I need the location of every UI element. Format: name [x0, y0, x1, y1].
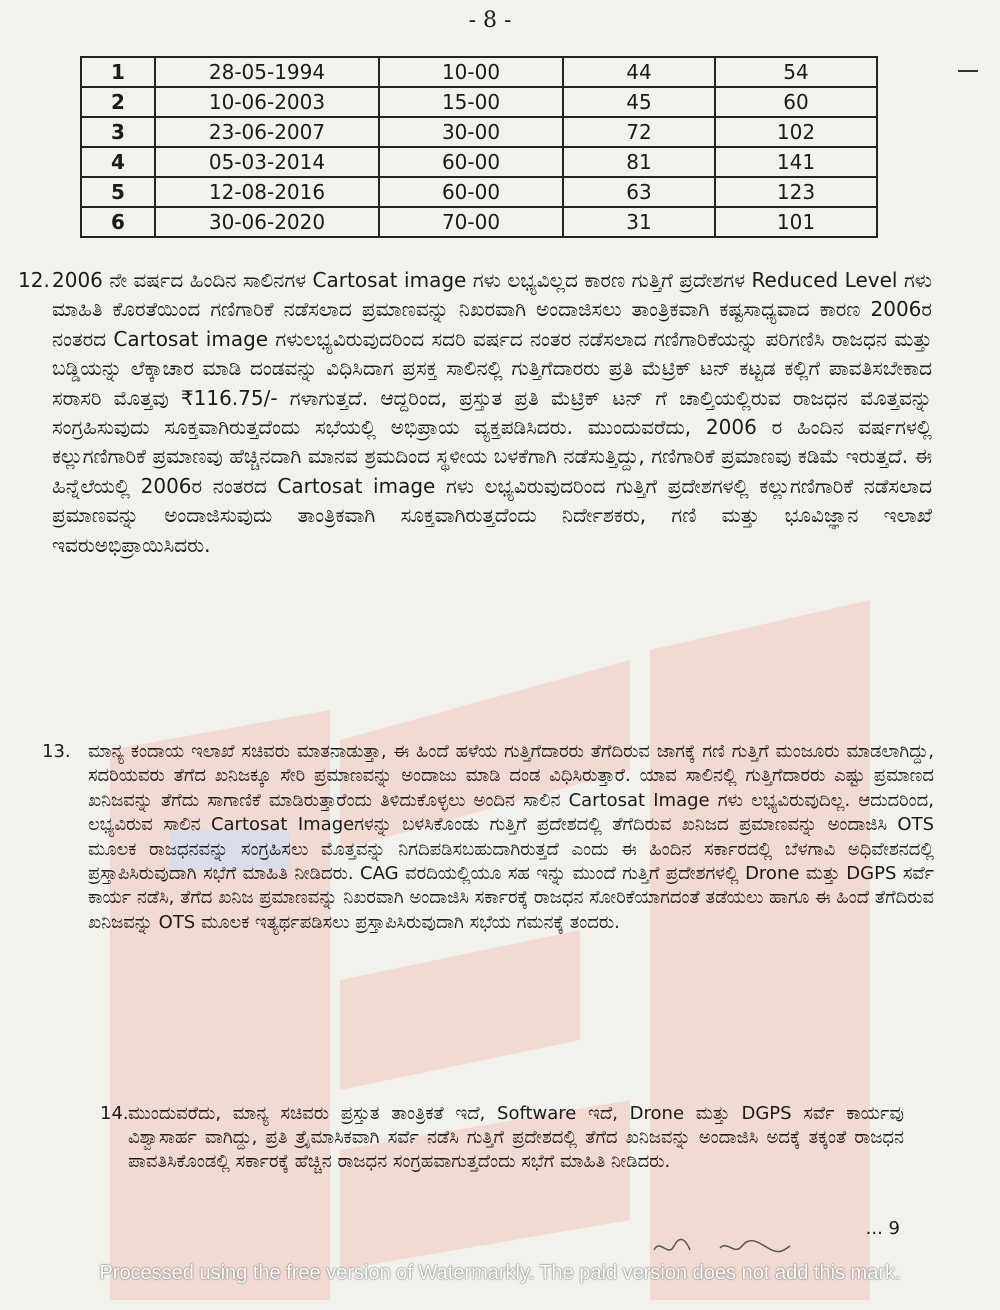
table-cell: 30-00 [379, 117, 563, 147]
next-page-marker: ... 9 [865, 1218, 900, 1239]
table-row [81, 147, 877, 177]
watermark-logo-shape [110, 600, 870, 1300]
table-cell: 3 [81, 117, 155, 147]
table-cell: 123 [715, 177, 877, 207]
table-cell: 102 [715, 117, 877, 147]
table-cell: 70-00 [379, 207, 563, 237]
table-cell: 23-06-2007 [155, 117, 379, 147]
table-row [81, 177, 877, 207]
table-cell: 05-03-2014 [155, 147, 379, 177]
table-cell: 44 [563, 57, 715, 87]
table-row [81, 207, 877, 237]
table-cell: 54 [715, 57, 877, 87]
table-cell: 60-00 [379, 177, 563, 207]
table-cell: 60-00 [379, 147, 563, 177]
table-cell: 31 [563, 207, 715, 237]
margin-mark [958, 70, 978, 72]
table-cell: 28-05-1994 [155, 57, 379, 87]
table-cell: 5 [81, 177, 155, 207]
table-cell: 2 [81, 87, 155, 117]
paragraph-number: 14. [100, 1103, 129, 1124]
paragraph-text: ಮಾನ್ಯ ಕಂದಾಯ ಇಲಾಖೆ ಸಚಿವರು ಮಾತನಾಡುತ್ತಾ, ಈ ಹಿಂದೆ ಹಳೆಯ ಗುತ್ತಿಗೆದಾರರು ತೆಗೆದಿರುವ ಜಾಗಕ್ಕೆ ಗಣಿ ಗುತ್ತಿಗೆ ಮಂಜೂರು ಮಾಡಲಾಗಿದ್ದು, ಸದರಿಯವರು ತೆಗೆದ ಖನಿಜಕ್ಕೂ ಸೇರಿ ಪ್ರಮಾಣವನ್ನು ಅಂದಾಜು ಮಾಡಿ ದಂಡ ವಿಧಿಸಿರುತ್ತಾರೆ. ಯಾವ ಸಾಲಿನಲ್ಲಿ ಗುತ್ತಿಗೆದಾರರು ಎಷ್ಟು ಪ್ರಮಾಣದ ಖನಿಜವನ್ನು ತೆಗೆದು ಸಾಗಾಣಿಕೆ ಮಾಡಿರುತ್ತಾರೆಂದು ತಿಳಿದುಕೊಳ್ಳಲು ಅಂದಿನ ಸಾಲಿನ Cartosat Image ಗಳು ಲಭ್ಯವಿರುವುದಿಲ್ಲ. ಆದುದರಿಂದ, ಲಭ್ಯವಿರುವ ಸಾಲಿನ Cartosat Imageಗಳನ್ನು ಬಳಸಿಕೊಂಡು ಗುತ್ತಿಗೆ ಪ್ರದೇಶದಲ್ಲಿ ತೆಗೆದಿರುವ ಖನಿಜದ ಪ್ರಮಾಣವನ್ನು ಅಂದಾಜಿಸಿ OTS ಮೂಲಕ ರಾಜಧನವನ್ನು ಸಂಗ್ರಹಿಸಲು ಮೊತ್ತವನ್ನು ನಿಗದಿಪಡಿಸಬಹುದಾಗಿರುತ್ತದೆ ಎಂದು ಈ ಹಿಂದಿನ ಸರ್ಕಾರದಲ್ಲಿ ಬೆಳಗಾವಿ ಅಧಿವೇಶನದಲ್ಲಿ ಪ್ರಸ್ತಾಪಿಸಿರುವುದಾಗಿ ಸಭೆಗೆ ಮಾಹಿತಿ ನೀಡಿದರು. CAG ವರದಿಯಲ್ಲಿಯೂ ಸಹ ಇನ್ನು ಮುಂದೆ ಗುತ್ತಿಗೆ ಪ್ರದೇಶಗಳಲ್ಲಿ Drone ಮತ್ತು DGPS ಸರ್ವೆ ಕಾರ್ಯ ನಡೆಸಿ, ತೆಗೆದ ಖನಿಜ ಪ್ರಮಾಣವನ್ನು ನಿಖರವಾಗಿ ಅಂದಾಜಿಸಿ ಸರ್ಕಾರಕ್ಕೆ ರಾಜಧನ ಸೋರಿಕೆಯಾಗದಂತೆ ತಡೆಯಲು ಹಾಗೂ ಈ ಹಿಂದೆ ತೆಗೆದಿರುವ ಖನಿಜವನ್ನು OTS ಮೂಲಕ ಇತ್ಯರ್ಥಪಡಿಸಲು ಪ್ರಸ್ತಾಪಿಸಿರುವುದಾಗಿ ಸಭೆಯ ಗಮನಕ್ಕೆ ತಂದರು. [88, 741, 934, 933]
table-cell: 4 [81, 147, 155, 177]
paragraph-13 [42, 740, 934, 935]
data-table [80, 56, 878, 238]
paragraph-12 [18, 266, 932, 560]
table-cell: 15-00 [379, 87, 563, 117]
table-cell: 60 [715, 87, 877, 117]
table-cell: 1 [81, 57, 155, 87]
table-row [81, 57, 877, 87]
table-cell: 72 [563, 117, 715, 147]
watermark-text: Processed using the free version of Watermarkly. The paid version does not add this mark. [99, 1262, 901, 1284]
table-cell: 30-06-2020 [155, 207, 379, 237]
table-cell: 10-00 [379, 57, 563, 87]
table-cell: 141 [715, 147, 877, 177]
paragraph-text: ಮುಂದುವರೆದು, ಮಾನ್ಯ ಸಚಿವರು ಪ್ರಸ್ತುತ ತಾಂತ್ರಿಕತೆ ಇದೆ, Software ಇದೆ, Drone ಮತ್ತು DGPS ಸರ್ವೆ ಕಾರ್ಯವು ವಿಶ್ವಾಸಾರ್ಹ ವಾಗಿದ್ದು, ಪ್ರತಿ ತ್ರೈಮಾಸಿಕವಾಗಿ ಸರ್ವೆ ನಡೆಸಿ ಗುತ್ತಿಗೆ ಪ್ರದೇಶದಲ್ಲಿ ತೆಗೆದ ಖನಿಜವನ್ನು ಅಂದಾಜಿಸಿ ಅದಕ್ಕೆ ತಕ್ಕಂತೆ ರಾಜಧನ ಪಾವತಿಸಿಕೊಂಡಲ್ಲಿ ಸರ್ಕಾರಕ್ಕೆ ಹೆಚ್ಚಿನ ರಾಜಧನ ಸಂಗ್ರಹವಾಗುತ್ತದೆಂದು ಸಭೆಗೆ ಮಾಹಿತಿ ನೀಡಿದರು. [128, 1103, 904, 1172]
paragraph-text: 2006 ನೇ ವರ್ಷದ ಹಿಂದಿನ ಸಾಲಿನಗಳ Cartosat image ಗಳು ಲಭ್ಯವಿಲ್ಲದ ಕಾರಣ ಗುತ್ತಿಗೆ ಪ್ರದೇಶಗಳ Reduced Level ಗಳು ಮಾಹಿತಿ ಕೊರತೆಯಿಂದ ಗಣಿಗಾರಿಕೆ ನಡೆಸಲಾದ ಪ್ರಮಾಣವನ್ನು ನಿಖರವಾಗಿ ಅಂದಾಜಿಸಲು ತಾಂತ್ರಿಕವಾಗಿ ಕಷ್ಟಸಾಧ್ಯವಾದ ಕಾರಣ 2006ರ ನಂತರದ Cartosat image ಗಳುಲಭ್ಯವಿರುವುದರಿಂದ ಸದರಿ ವರ್ಷದ ನಂತರ ನಡೆಸಲಾದ ಗಣಿಗಾರಿಕೆಯನ್ನು ಪರಿಗಣಿಸಿ ರಾಜಧನ ಮತ್ತು ಬಡ್ಡಿಯನ್ನು ಲೆಕ್ಕಾಚಾರ ಮಾಡಿ ದಂಡವನ್ನು ವಿಧಿಸಿದಾಗ ಪ್ರಸಕ್ತ ಸಾಲಿನಲ್ಲಿ ಗುತ್ತಿಗೆದಾರರು ಪ್ರತಿ ಮೆಟ್ರಿಕ್ ಟನ್ ಕಟ್ಟಡ ಕಲ್ಲಿಗೆ ಪಾವತಿಸಬೇಕಾದ ಸರಾಸರಿ ಮೊತ್ತವು ₹116.75/- ಗಳಾಗುತ್ತದೆ. ಆದ್ದರಿಂದ, ಪ್ರಸ್ತುತ ಪ್ರತಿ ಮೆಟ್ರಿಕ್ ಟನ್ ಗೆ ಚಾಲ್ತಿಯಲ್ಲಿರುವ ರಾಜಧನ ಮೊತ್ತವನ್ನು ಸಂಗ್ರಹಿಸುವುದು ಸೂಕ್ತವಾಗಿರುತ್ತದೆಂದು ಸಭೆಯಲ್ಲಿ ಅಭಿಪ್ರಾಯ ವ್ಯಕ್ತಪಡಿಸಿದರು. ಮುಂದುವರೆದು, 2006 ರ ಹಿಂದಿನ ವರ್ಷಗಳಲ್ಲಿ ಕಲ್ಲುಗಣಿಗಾರಿಕೆ ಪ್ರಮಾಣವು ಹೆಚ್ಚಿನದಾಗಿ ಮಾನವ ಶ್ರಮದಿಂದ ಸ್ಥಳೀಯ ಬಳಕೆಗಾಗಿ ನಡೆಸುತ್ತಿದ್ದು, ಗಣಿಗಾರಿಕೆ ಪ್ರಮಾಣವು ಕಡಿಮೆ ಇರುತ್ತದೆ. ಈ ಹಿನ್ನೆಲೆಯಲ್ಲಿ 2006ರ ನಂತರದ Cartosat image ಗಳು ಲಭ್ಯವಿರುವುದರಿಂದ ಗುತ್ತಿಗೆ ಪ್ರದೇಶಗಳಲ್ಲಿ ಕಲ್ಲುಗಣಿಗಾರಿಕೆ ನಡೆಸಲಾದ ಪ್ರಮಾಣವನ್ನು ಅಂದಾಜಿಸುವುದು ತಾಂತ್ರಿಕವಾಗಿ ಸೂಕ್ತವಾಗಿರುತ್ತದೆಂದು ನಿರ್ದೇಶಕರು, ಗಣಿ ಮತ್ತು ಭೂವಿಜ್ಞಾನ ಇಲಾಖೆ ಇವರುಅಭಿಪ್ರಾಯಿಸಿದರು. [52, 268, 932, 557]
page-number: - 8 - [468, 8, 512, 33]
table-row [81, 87, 877, 117]
table-cell: 101 [715, 207, 877, 237]
table-cell: 45 [563, 87, 715, 117]
paragraph-number: 13. [42, 741, 71, 762]
table-cell: 63 [563, 177, 715, 207]
table-cell: 6 [81, 207, 155, 237]
table-cell: 12-08-2016 [155, 177, 379, 207]
table-row [81, 117, 877, 147]
paragraph-14 [100, 1102, 904, 1174]
paragraph-number: 12. [18, 268, 50, 292]
signature-scribble [650, 1232, 810, 1262]
table-cell: 10-06-2003 [155, 87, 379, 117]
table-cell: 81 [563, 147, 715, 177]
